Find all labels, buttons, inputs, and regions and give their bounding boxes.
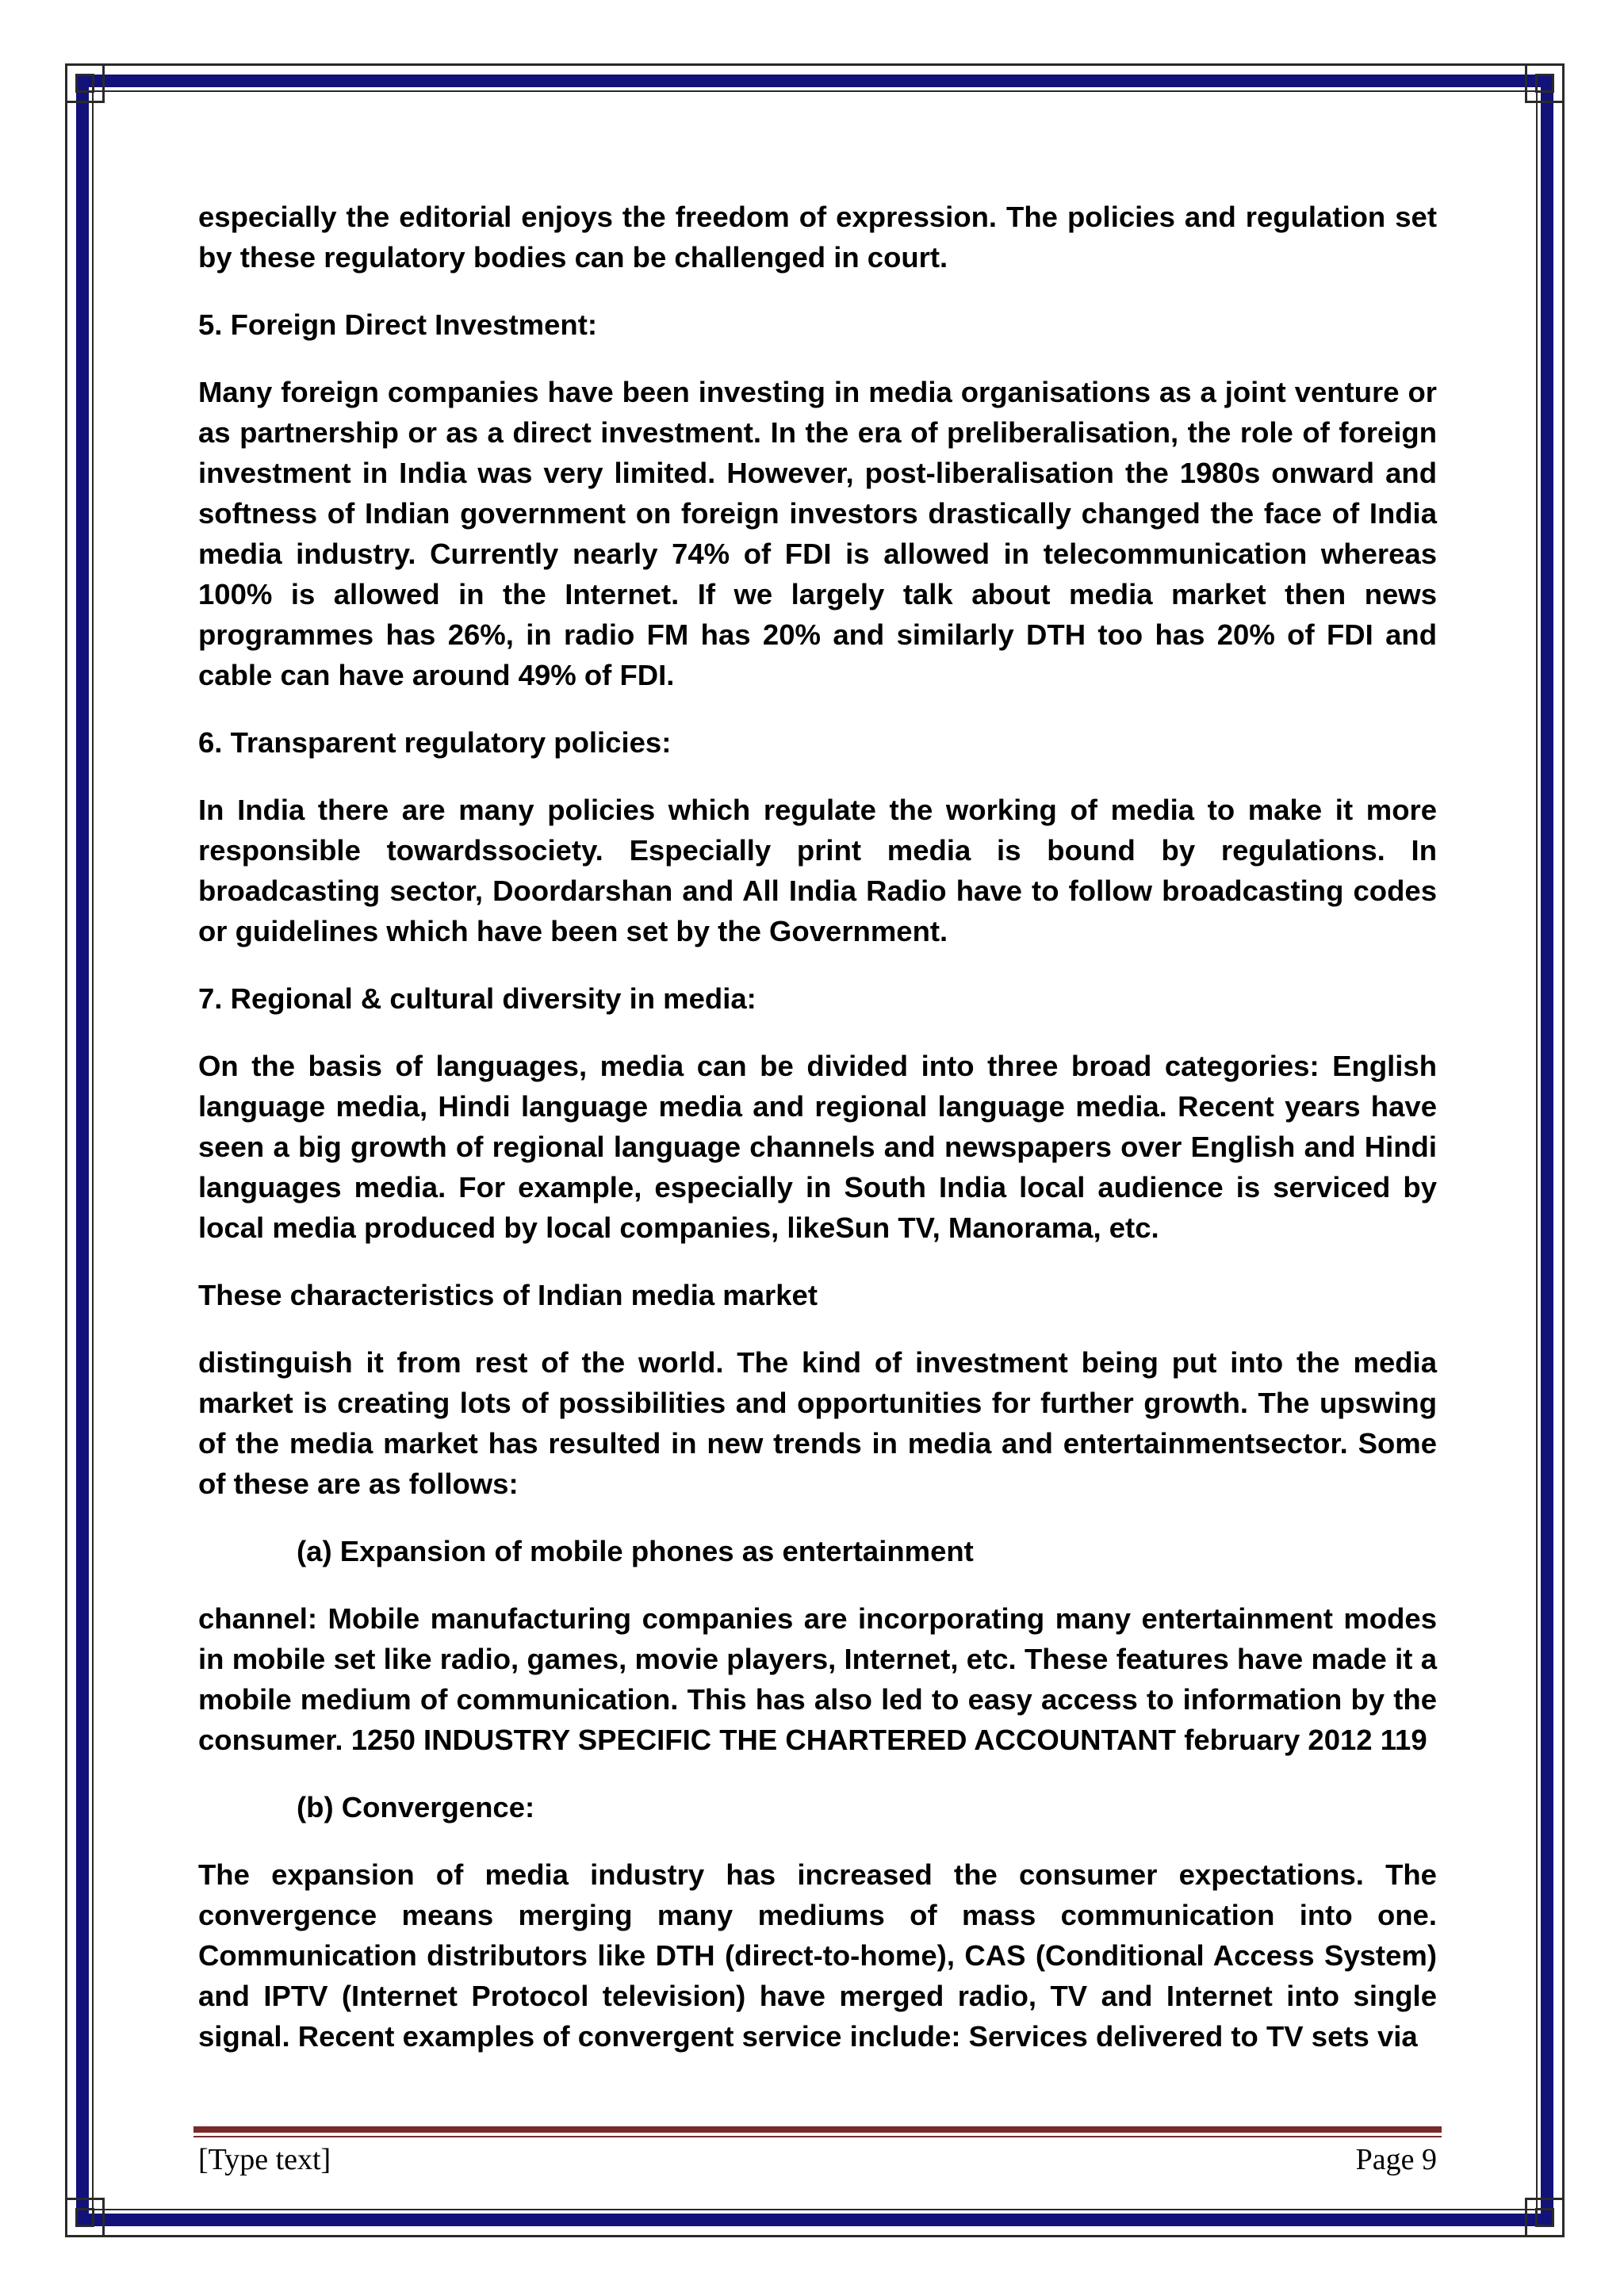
paragraph: channel: Mobile manufacturing companies are incorporating many entertainment modes in mobile set like radio, games, movie players, Internet, etc. These features have made it a mobile medium of communication. This has also led to easy access to information by the consumer. 1250 INDUSTRY SPECIFIC THE CHARTERED ACCOUNTANT february 2012 119 [198, 1602, 1437, 1756]
footer-divider [193, 2126, 1442, 2133]
section-heading: 7. Regional & cultural diversity in media: [198, 982, 756, 1015]
paragraph: In India there are many policies which regulate the working of media to make it more responsible towardssociety. Especially print media is bound by regulations. In broadcasting sector, Doordarshan and All India Radio have to follow broadcasting codes or guidelines which have been set by the Government. [198, 794, 1437, 947]
footer-divider-thin [193, 2136, 1442, 2137]
border-corner-ornament [65, 63, 105, 103]
section-heading: These characteristics of Indian media market [198, 1279, 818, 1311]
paragraph: distinguish it from rest of the world. The kind of investment being put into the media market is creating lots of possibilities and opportunities for further growth. The upswing of the media market has resulted in new trends in media and entertainmentsector. Some of these are as follows: [198, 1346, 1437, 1500]
section-heading: 6. Transparent regulatory policies: [198, 726, 672, 759]
page-footer [198, 2142, 1437, 2177]
paragraph: Many foreign companies have been investing in media organisations as a joint venture or as partnership or as a direct investment. In the era of preliberalisation, the role of foreign investment in India was very limited. However, post-liberalisation the 1980s onward and softness of Indian government on foreign investors drastically changed the face of India media industry. Currently nearly 74% of FDI is allowed in telecommunication whereas 100% is allowed in the Internet. If we largely talk about media market then news programmes has 26%, in radio FM has 20% and similarly DTH too has 20% of FDI and cable can have around 49% of FDI. [198, 376, 1437, 691]
border-corner-ornament [65, 2198, 105, 2237]
section-heading: 5. Foreign Direct Investment: [198, 308, 597, 341]
sub-heading: (b) Convergence: [297, 1791, 535, 1823]
paragraph: The expansion of media industry has increased the consumer expectations. The convergence means merging many mediums of mass communication into one. Communication distributors like DTH (direct-to-home), CAS (Conditional Access System) and IPTV (Internet Protocol television) have merged radio, TV and Internet into single signal. Recent examples of convergent service include: Services delivered to TV sets via [198, 1858, 1437, 2053]
paragraph: On the basis of languages, media can be divided into three broad categories: English language media, Hindi language media and regional language media. Recent years have seen a big growth of regional language channels and newspapers over English and Hindi languages media. For example, especially in South India local audience is serviced by local media produced by local companies, likeSun TV, Manorama, etc. [198, 1050, 1437, 1244]
sub-heading: (a) Expansion of mobile phones as entertainment [297, 1535, 974, 1567]
paragraph: especially the editorial enjoys the freedom of expression. The policies and regulation set by these regulatory bodies can be challenged in court. [198, 201, 1437, 274]
border-corner-ornament [1525, 2198, 1565, 2237]
document-body [198, 197, 1437, 2084]
footer-placeholder-text: [Type text] [198, 2143, 331, 2176]
page-number: Page 9 [1355, 2143, 1437, 2176]
border-corner-ornament [1525, 63, 1565, 103]
